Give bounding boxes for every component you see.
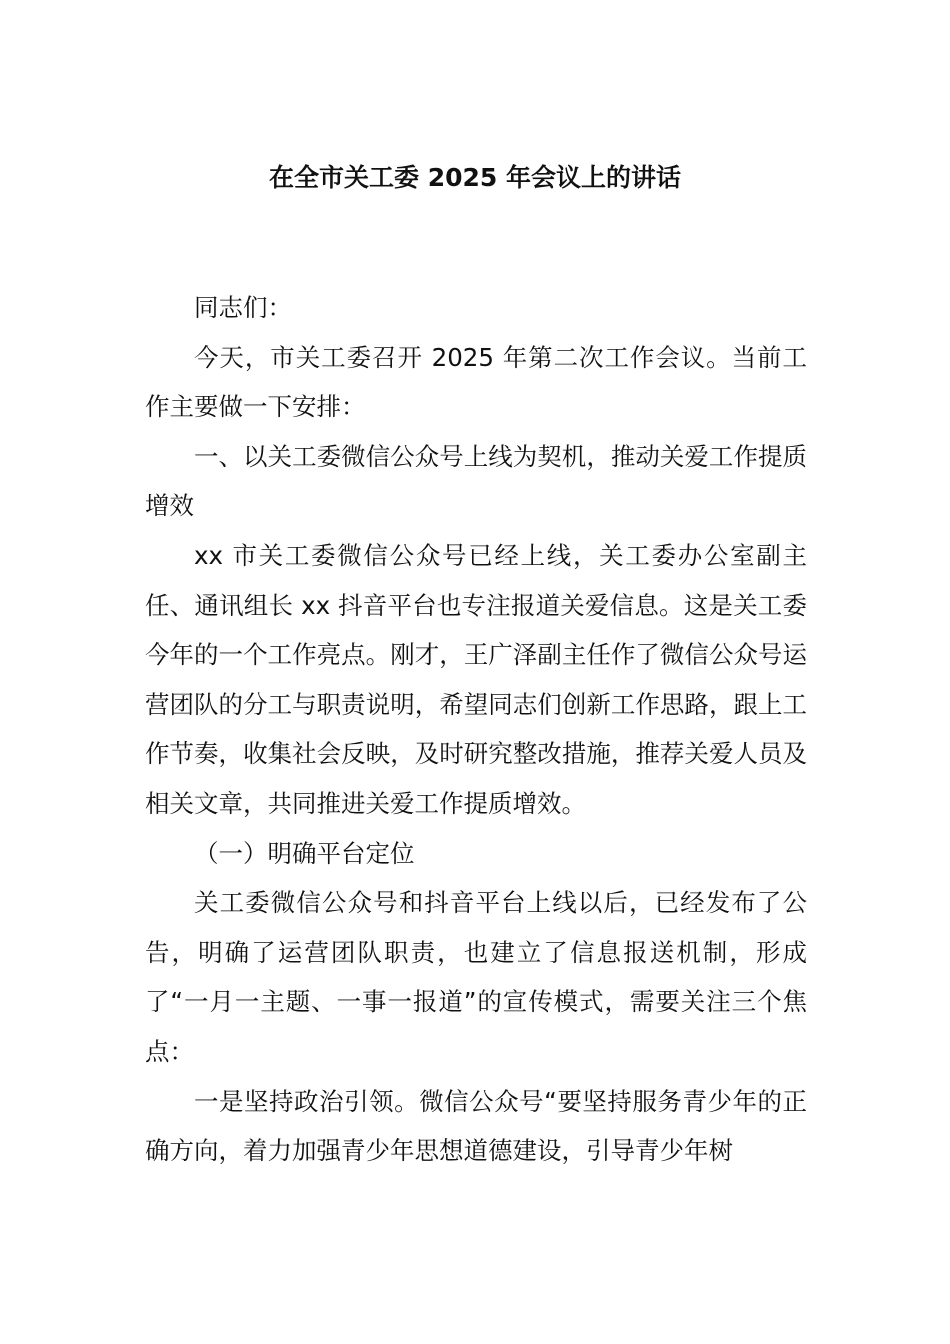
- salutation: 同志们：: [194, 293, 292, 322]
- document-title: 在全市关工委 2025 年会议上的讲话: [269, 163, 681, 192]
- body-paragraph: 关工委微信公众号和抖音平台上线以后，已经发布了公告，明确了运营团队职责，也建立了信息报送机制，形成了“一月一主题、一事一报道”的宣传模式，需要关注三个焦点：: [145, 888, 807, 1066]
- body-paragraph: xx 市关工委微信公众号已经上线，关工委办公室副主任、通讯组长 xx 抖音平台也专注报道关爱信息。这是关工委今年的一个工作亮点。刚才，王广泽副主任作了微信公众号运营团队的分工与职责说明，希望同志们创新工作思路，跟上工作节奏，收集社会反映，及时研究整改措施，推荐关爱人员及相关文章，共同推进关爱工作提质增效。: [145, 540, 807, 818]
- subsection-heading-1: （一）明确平台定位: [194, 838, 415, 868]
- intro-paragraph: 今天，市关工委召开 2025 年第二次工作会议。当前工作主要做一下安排：: [145, 342, 807, 422]
- body-paragraph: 一是坚持政治引领。微信公众号“要坚持服务青少年的正确方向，着力加强青少年思想道德建设，引导青少年树: [145, 1086, 807, 1166]
- document-body: [145, 283, 807, 1176]
- section-heading-1: 一、以关工委微信公众号上线为契机，推动关爱工作提质增效: [145, 441, 807, 521]
